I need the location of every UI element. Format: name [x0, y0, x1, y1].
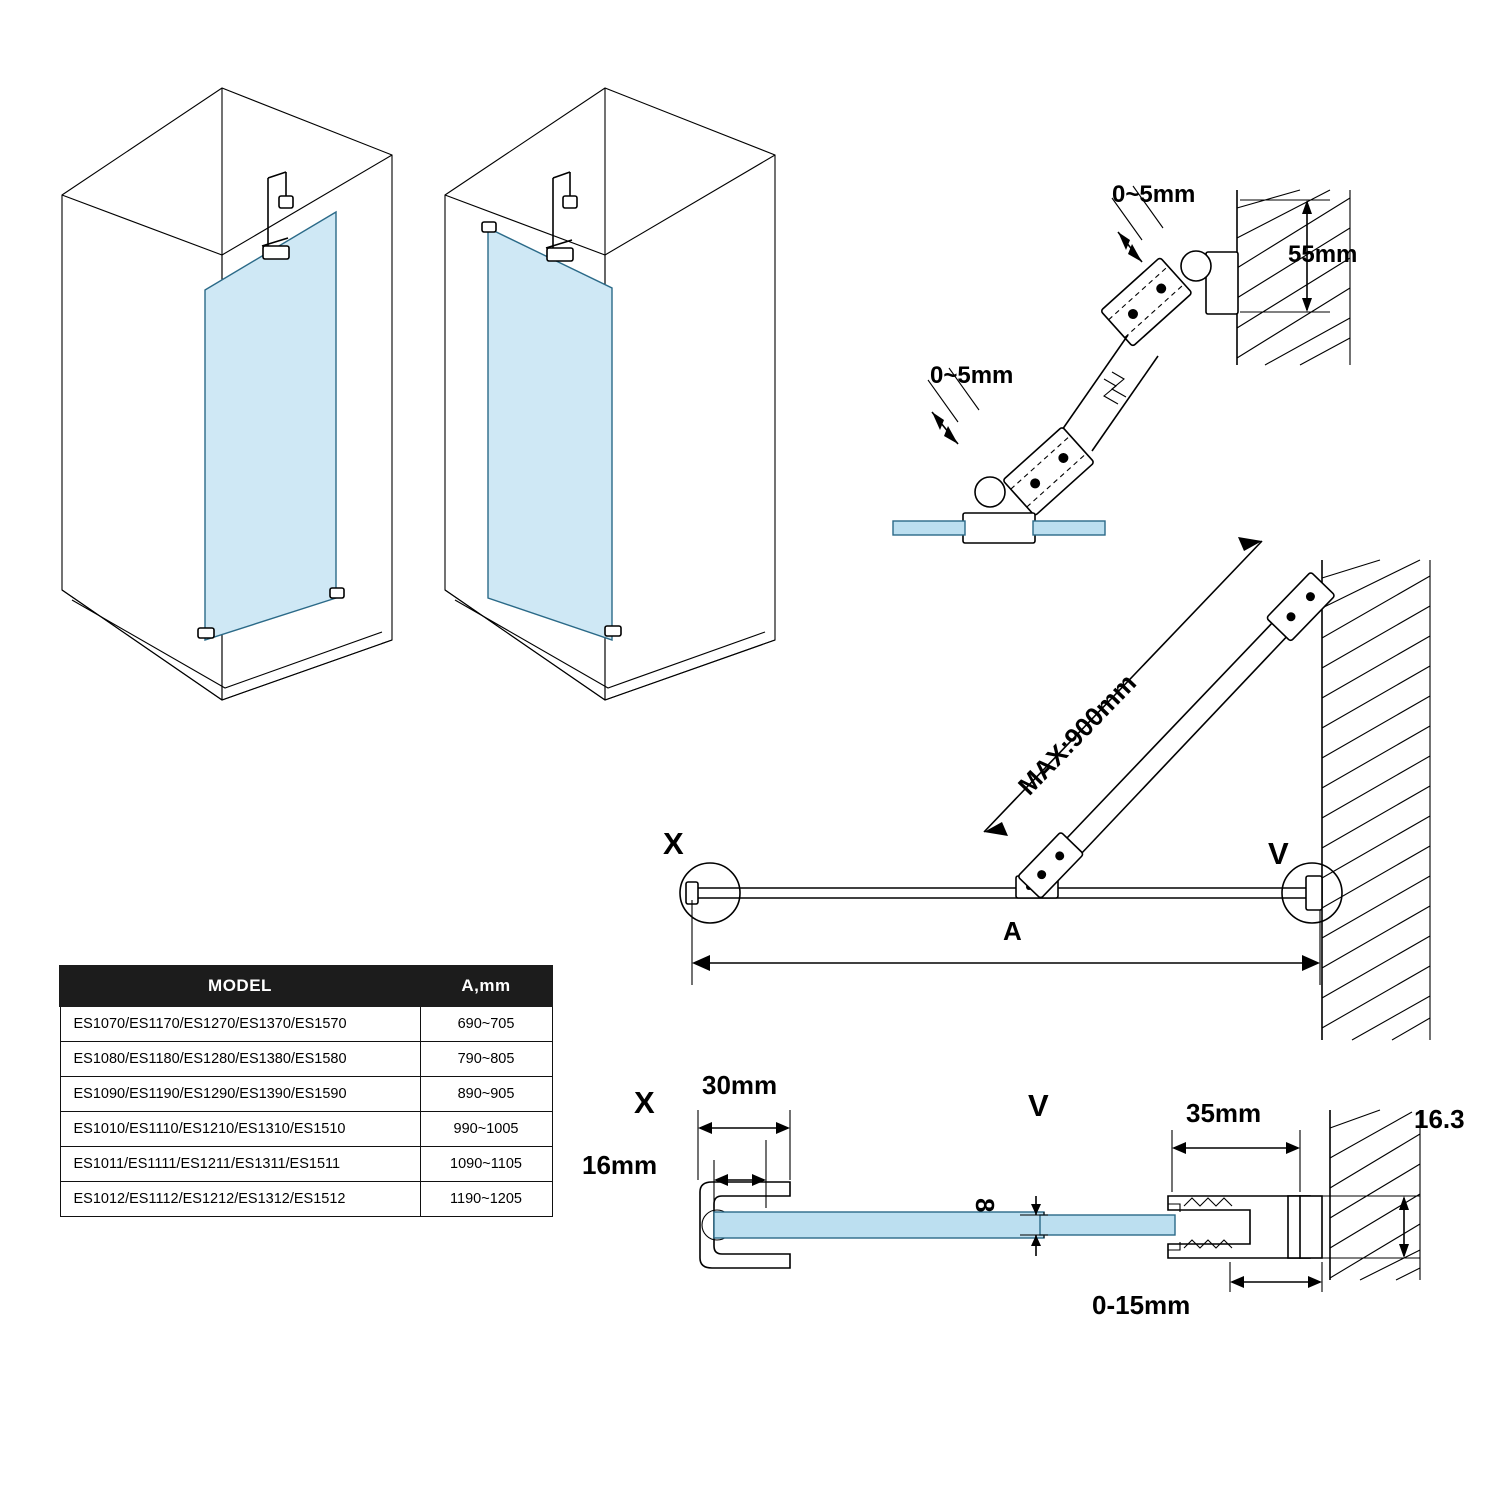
table-cell-model: ES1011/ES1111/ES1211/ES1311/ES1511: [60, 1147, 420, 1182]
table-row: [60, 1112, 552, 1147]
table-header-a: A,mm: [420, 966, 552, 1006]
table-cell-a: 890~905: [420, 1077, 552, 1112]
table-header-model: MODEL: [60, 966, 420, 1006]
enclosure-view-right: [445, 88, 775, 700]
table-cell-model: ES1012/ES1112/ES1212/ES1312/ES1512: [60, 1182, 420, 1217]
table-cell-model: ES1090/ES1190/ES1290/ES1390/ES1590: [60, 1077, 420, 1112]
enclosure-view-left: [62, 88, 392, 700]
model-dimension-table: [59, 965, 553, 1217]
table-cell-a: 790~805: [420, 1042, 552, 1077]
table-cell-model: ES1080/ES1180/ES1280/ES1380/ES1580: [60, 1042, 420, 1077]
label-detail-v-marker: V: [1268, 836, 1289, 871]
label-bracket-gap-lower: 0~5mm: [930, 362, 1014, 389]
label-profile-v-height: 16.3: [1414, 1104, 1465, 1134]
table-cell-model: ES1010/ES1110/ES1210/ES1310/ES1510: [60, 1112, 420, 1147]
label-bracket-gap-top: 0~5mm: [1112, 181, 1196, 208]
label-profile-x-marker: X: [634, 1085, 655, 1120]
table-row: [60, 1006, 552, 1042]
label-span-a: A: [1003, 916, 1022, 946]
label-profile-x-outer: 30mm: [702, 1070, 778, 1100]
table-cell-a: 990~1005: [420, 1112, 552, 1147]
table-cell-a: 690~705: [420, 1006, 552, 1042]
label-profile-x-inner: 16mm: [582, 1150, 658, 1180]
table-row: [60, 1147, 552, 1182]
plan-view-support-bar: [680, 537, 1430, 1040]
label-detail-x-marker: X: [663, 826, 684, 861]
table-cell-model: ES1070/ES1170/ES1270/ES1370/ES1570: [60, 1006, 420, 1042]
table-row: [60, 1077, 552, 1112]
profile-detail-v: [1020, 1110, 1420, 1292]
label-bar-max-length: MAX:900mm: [1012, 667, 1142, 801]
table-row: [60, 1042, 552, 1077]
label-profile-v-marker: V: [1028, 1088, 1049, 1123]
label-wall-plate-height: 55mm: [1288, 241, 1358, 268]
label-profile-v-width: 35mm: [1186, 1098, 1262, 1128]
label-profile-v-glass: 8: [970, 1198, 1000, 1213]
table-cell-a: 1090~1105: [420, 1147, 552, 1182]
profile-detail-x: [698, 1110, 1044, 1268]
table-header-row: [60, 966, 552, 1006]
label-profile-v-adjust: 0-15mm: [1092, 1290, 1191, 1320]
table-cell-a: 1190~1205: [420, 1182, 552, 1217]
table-row: [60, 1182, 552, 1217]
